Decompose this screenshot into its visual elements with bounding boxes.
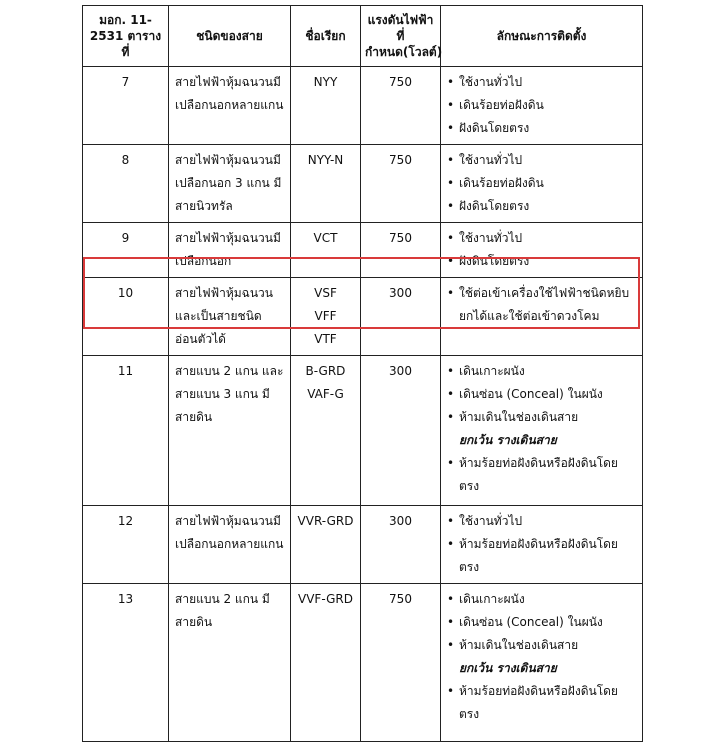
row-installation [441, 506, 643, 584]
installation-item: ตรง [459, 479, 480, 493]
installation-item: • ห้ามร้อยท่อฝังดินหรือฝังดินโดย [447, 533, 636, 556]
row-table-number: 7 [83, 67, 169, 145]
cable-spec-table [82, 5, 643, 742]
table-row [83, 356, 643, 506]
header-rated-voltage: แรงดันไฟฟ้าที่ กำหนด(โวลต์) [361, 6, 441, 67]
row-code-names [291, 223, 361, 278]
code-name: VCT [313, 231, 338, 245]
row-code-names [291, 278, 361, 356]
row-table-number: 9 [83, 223, 169, 278]
header-installation: ลักษณะการติดตั้ง [441, 6, 643, 67]
row-cable-type: สายไฟฟ้าหุ้มฉนวนมีเปลือกนอกหลายแกน [169, 506, 291, 584]
row-code-names [291, 67, 361, 145]
installation-item: • ใช้งานทั่วไป [447, 510, 636, 533]
code-name: VAF-G [307, 387, 344, 401]
installation-item: • ห้ามร้อยท่อฝังดินหรือฝังดินโดย [447, 452, 636, 475]
row-code-names [291, 356, 361, 506]
header-standard-table: มอก. 11-2531 ตารางที่ [83, 6, 169, 67]
code-name: VVF-GRD [298, 592, 353, 606]
installation-item: ยกเว้น รางเดินสาย [459, 433, 557, 447]
row-voltage: 300 [361, 278, 441, 356]
installation-item: • ฝังดินโดยตรง [447, 195, 636, 218]
table-row [83, 506, 643, 584]
installation-item: • เดินเกาะผนัง [447, 360, 636, 383]
installation-item: • ใช้งานทั่วไป [447, 149, 636, 172]
row-voltage: 300 [361, 356, 441, 506]
row-installation [441, 145, 643, 223]
row-installation [441, 356, 643, 506]
code-name: VVR-GRD [297, 514, 354, 528]
header-cable-type: ชนิดของสาย [169, 6, 291, 67]
installation-item: • ใช้ต่อเข้าเครื่องใช้ไฟฟ้าชนิดหยิบ ยกได้และใช้ต่อเข้าดวงโคม [447, 282, 636, 328]
installation-item: • เดินร้อยท่อฝังดิน [447, 172, 636, 195]
row-table-number: 10 [83, 278, 169, 356]
code-name: NYY-N [307, 153, 344, 167]
code-name: VFF [314, 309, 337, 323]
row-installation [441, 67, 643, 145]
table-row [83, 278, 643, 356]
row-cable-type: สายไฟฟ้าหุ้มฉนวนและเป็นสายชนิดอ่อนตัวได้ [169, 278, 291, 356]
row-cable-type: สายแบน 2 แกน และสายแบน 3 แกน มีสายดิน [169, 356, 291, 506]
row-table-number: 8 [83, 145, 169, 223]
row-cable-type: สายไฟฟ้าหุ้มฉนวนมีเปลือกนอก [169, 223, 291, 278]
row-installation [441, 584, 643, 742]
row-table-number: 12 [83, 506, 169, 584]
row-cable-type: สายไฟฟ้าหุ้มฉนวนมีเปลือกนอกหลายแกน [169, 67, 291, 145]
code-name: VTF [314, 332, 337, 346]
code-name: VSF [314, 286, 337, 300]
installation-item: • ฝังดินโดยตรง [447, 250, 636, 273]
installation-item: • เดินซ่อน (Conceal) ในผนัง [447, 383, 636, 406]
row-cable-type: สายไฟฟ้าหุ้มฉนวนมีเปลือกนอก 3 แกน มีสายนิวทรัล [169, 145, 291, 223]
row-code-names [291, 584, 361, 742]
row-installation [441, 278, 643, 356]
row-voltage: 750 [361, 67, 441, 145]
row-voltage: 300 [361, 506, 441, 584]
installation-item: ยกเว้น รางเดินสาย [459, 661, 557, 675]
installation-item: ตรง [459, 707, 480, 721]
row-voltage: 750 [361, 223, 441, 278]
installation-item: ตรง [459, 560, 480, 574]
row-code-names [291, 145, 361, 223]
installation-item: • ใช้งานทั่วไป [447, 71, 636, 94]
installation-item: • ฝังดินโดยตรง [447, 117, 636, 140]
table-row [83, 67, 643, 145]
installation-item: • ห้ามเดินในช่องเดินสาย [447, 634, 636, 657]
header-code-name: ชื่อเรียก [291, 6, 361, 67]
row-voltage: 750 [361, 584, 441, 742]
installation-item: • ห้ามร้อยท่อฝังดินหรือฝังดินโดย [447, 680, 636, 703]
table-row [83, 584, 643, 742]
installation-item: • ห้ามเดินในช่องเดินสาย [447, 406, 636, 429]
code-name: B-GRD [305, 364, 346, 378]
row-installation [441, 223, 643, 278]
row-cable-type: สายแบน 2 แกน มีสายดิน [169, 584, 291, 742]
table-row [83, 145, 643, 223]
installation-item: • ใช้งานทั่วไป [447, 227, 636, 250]
installation-item: • เดินเกาะผนัง [447, 588, 636, 611]
row-code-names [291, 506, 361, 584]
row-table-number: 13 [83, 584, 169, 742]
table-header-row [83, 6, 643, 67]
row-voltage: 750 [361, 145, 441, 223]
code-name: NYY [313, 75, 338, 89]
installation-item: • เดินซ่อน (Conceal) ในผนัง [447, 611, 636, 634]
table-row [83, 223, 643, 278]
row-table-number: 11 [83, 356, 169, 506]
installation-item: • เดินร้อยท่อฝังดิน [447, 94, 636, 117]
